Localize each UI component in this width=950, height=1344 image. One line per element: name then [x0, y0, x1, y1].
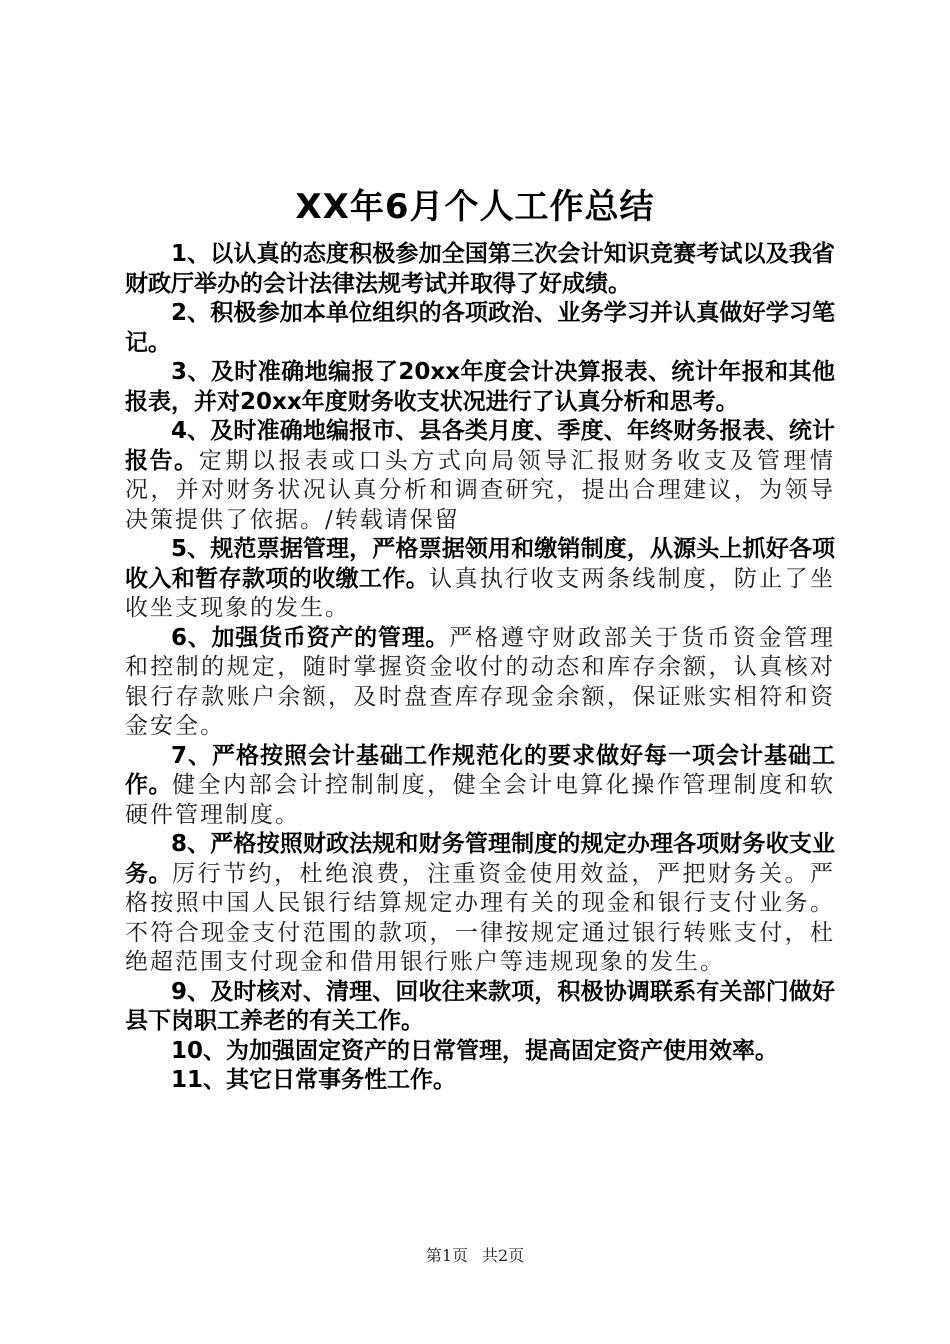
paragraph — [125, 535, 835, 624]
paragraph-lead: 5、规范票据管理，严格票据领用和缴销制度，从源头上抓好各项收入和暂存款项的收缴工作。 — [125, 536, 835, 592]
paragraph-lead: 11、其它日常事务性工作。 — [171, 1067, 457, 1093]
paragraph-body: 认真执行收支两条线制度，防止了坐收坐支现象的发生。 — [125, 565, 836, 621]
paragraph — [125, 299, 835, 358]
paragraph — [125, 358, 835, 417]
paragraph — [125, 1037, 835, 1067]
paragraph — [125, 978, 835, 1037]
paragraph-lead: 4、及时准确地编报市、县各类月度、季度、年终财务报表、统计报告。 — [125, 418, 835, 474]
paragraph-lead: 9、及时核对、清理、回收往来款项，积极协调联系有关部门做好县下岗职工养老的有关工作。 — [125, 978, 835, 1034]
page-footer — [0, 1244, 950, 1268]
paragraph-body: 厉行节约，杜绝浪费，注重资金使用效益，严把财务关。严格按照中国人民银行结算规定办理有关的现金和银行支付业务。不符合现金支付范围的款项，一律按规定通过银行转账支付，杜绝超范围支付现金和借用银行账户等违规现象的发生。 — [125, 860, 836, 975]
paragraph — [125, 240, 835, 299]
paragraph — [125, 624, 835, 742]
paragraph-lead: 7、严格按照会计基础工作规范化的要求做好每一项会计基础工作。 — [125, 742, 835, 798]
paragraph-lead: 1、以认真的态度积极参加全国第三次会计知识竞赛考试以及我省财政厅举办的会计法律法规考试并取得了好成绩。 — [125, 241, 835, 297]
document-body — [125, 240, 835, 1096]
paragraph-lead: 2、积极参加本单位组织的各项政治、业务学习并认真做好学习笔记。 — [125, 300, 835, 356]
paragraph-lead: 3、及时准确地编报了20xx年度会计决算报表、统计年报和其他报表，并对20xx年度财务收支状况进行了认真分析和思考。 — [125, 359, 835, 415]
paragraph-body: 定期以报表或口头方式向局领导汇报财务收支及管理情况，并对财务状况认真分析和调查研究，提出合理建议，为领导决策提供了依据。/转载请保留 — [125, 447, 836, 533]
paragraph — [125, 742, 835, 831]
paragraph — [125, 830, 835, 978]
page-number: 第1页 — [425, 1246, 468, 1265]
paragraph-body: 健全内部会计控制制度，健全会计电算化操作管理制度和软硬件管理制度。 — [125, 772, 836, 828]
page-total: 共2页 — [482, 1246, 525, 1265]
paragraph-lead: 10、为加强固定资产的日常管理，提高固定资产使用效率。 — [171, 1037, 779, 1064]
paragraph — [125, 1066, 835, 1096]
document-title: XX年6月个人工作总结 — [295, 187, 655, 227]
paragraph-body: 严格遵守财政部关于货币资金管理和控制的规定，随时掌握资金收付的动态和库存余额，认真核对银行存款账户余额，及时盘查库存现金余额，保证账实相符和资金安全。 — [125, 624, 835, 739]
paragraph-lead: 6、加强货币资产的管理。 — [171, 624, 450, 651]
paragraph-lead: 8、严格按照财政法规和财务管理制度的规定办理各项财务收支业务。 — [125, 831, 835, 887]
paragraph — [125, 417, 835, 535]
